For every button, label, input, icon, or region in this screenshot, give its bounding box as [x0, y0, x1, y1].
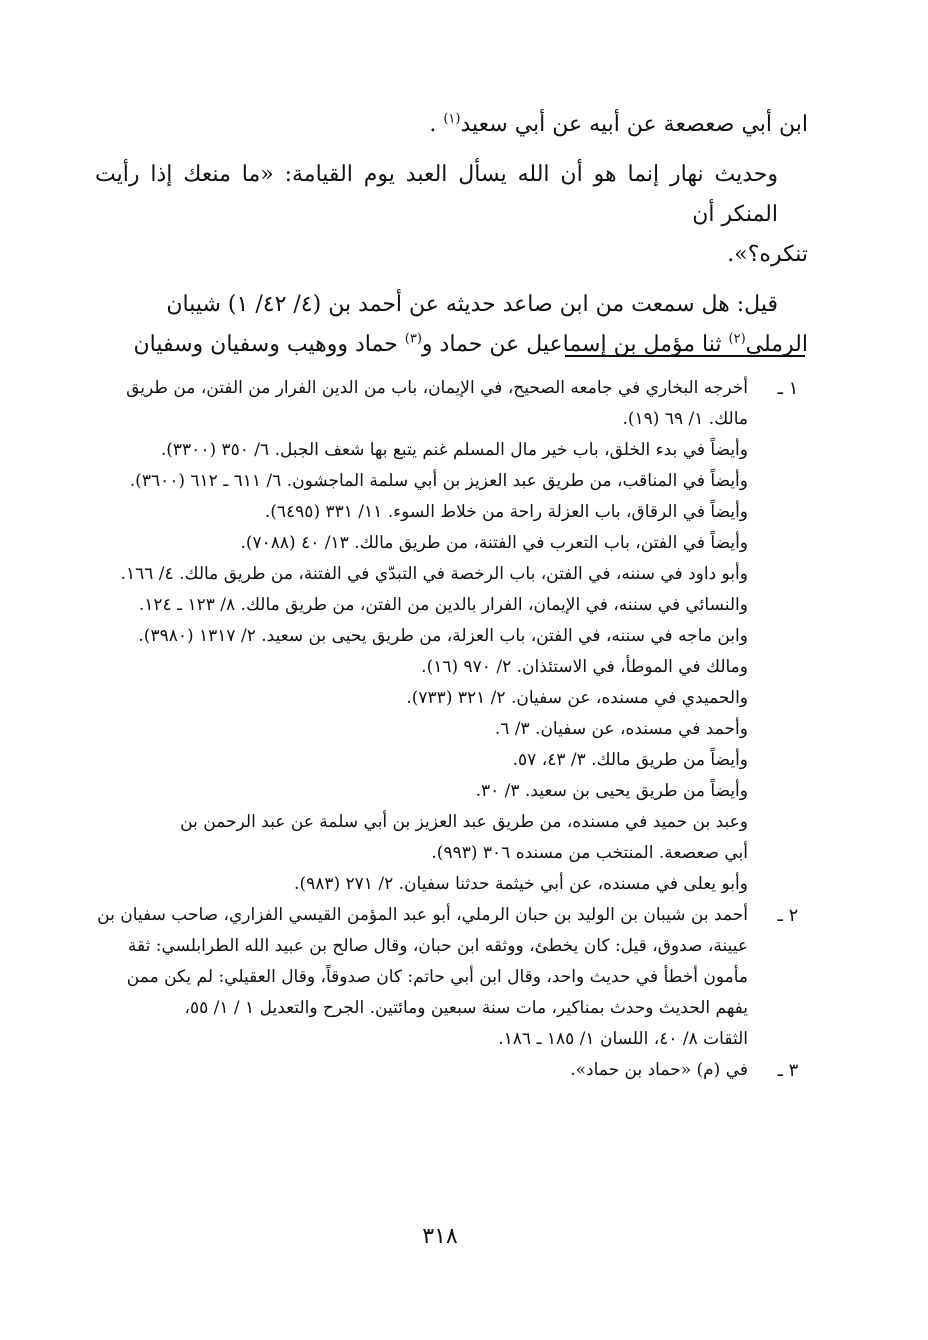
main-line-5-tail: حماد ووهيب وسفيان وسفيان [133, 332, 405, 357]
footnote-line: وأيضاً في الرقاق، باب العزلة راحة من خلاط السوء. ١١/ ٣٣١ (٦٤٩٥). [264, 502, 748, 522]
footnote-line: الثقات ٨/ ٤٠، اللسان ١/ ١٨٥ ـ ١٨٦. [498, 1029, 748, 1049]
footnote-line: عيينة، صدوق، قيل: كان يخطئ، ووثقه ابن حبان، وقال صالح بن عبيد الله الطرابلسي: ثقة [127, 936, 748, 956]
footnote-line: يفهم الحديث وحدث بمناكير، مات سنة سبعين ومائتين. الجرح والتعديل ١ / ١/ ٥٥، [184, 998, 748, 1018]
main-line-1-text: ابن أبي صعصعة عن أبيه عن أبي سعيد [460, 112, 808, 137]
footnote-line: ومالك في الموطأ، في الاستئذان. ٢/ ٩٧٠ (١٦). [421, 657, 748, 677]
main-line-5-mid: ثنا مؤمل بن إسماعيل عن حماد و [421, 332, 729, 357]
footnote-line: وأيضاً في بدء الخلق، باب خير مال المسلم غنم يتبع بها شعف الجبل. ٦/ ٣٥٠ (٣٣٠٠). [160, 440, 748, 460]
footnote-line: وأيضاً في المناقب، من طريق عبد العزيز بن أبي سلمة الماجشون. ٦/ ٦١١ ـ ٦١٢ (٣٦٠٠). [129, 471, 748, 491]
footnote-number: ٣ ـ [777, 1060, 799, 1081]
footnote-line: وأيضاً من طريق يحيى بن سعيد. ٣/ ٣٠. [475, 781, 748, 801]
main-line-1-tail: . [429, 112, 444, 137]
footnote-1 [95, 373, 808, 900]
footnote-ref-2: (٢) [728, 331, 746, 347]
footnote-line: أحمد بن شيبان بن الوليد بن حبان الرملي، أبو عبد المؤمن القيسي الفزاري، صاحب سفيان بن [97, 905, 748, 925]
footnote-ref-3: (٣) [404, 331, 422, 347]
footnote-line: والحميدي في مسنده، عن سفيان. ٢/ ٣٢١ (٧٣٣). [406, 688, 748, 708]
footnote-line: وأحمد في مسنده، عن سفيان. ٣/ ٦. [494, 719, 748, 739]
main-line-5 [95, 325, 808, 365]
main-line-5-text: الرملي [745, 332, 808, 357]
footnote-line: والنسائي في سننه، في الإيمان، الفرار بالدين من الفتن، من طريق مالك. ٨/ ١٢٣ ـ ١٢٤. [138, 595, 748, 615]
main-line-4: قيل: هل سمعت من ابن صاعد حديثه عن أحمد بن (٤/ ٤٢/ ١) شيبان [166, 292, 778, 317]
footnote-line: في (م) «حماد بن حماد». [570, 1060, 748, 1080]
footnote-line: وأبو داود في سننه، في الفتن، باب الرخصة في التبدّي في الفتنة، من طريق مالك. ٤/ ١٦٦. [120, 564, 748, 584]
footnote-line: مأمون أخطأ في حديث واحد، وقال ابن أبي حاتم: كان صدوقاً، وقال العقيلي: لم يكن ممن [126, 967, 748, 987]
footnote-line: مالك. ١/ ٦٩ (١٩). [622, 409, 748, 429]
footnote-line: وابن ماجه في سننه، في الفتن، باب العزلة، من طريق يحيى بن سعيد. ٢/ ١٣١٧ (٣٩٨٠). [138, 626, 748, 646]
footnote-number: ١ ـ [777, 378, 799, 399]
footnote-line: وأيضاً من طريق مالك. ٣/ ٤٣، ٥٧. [512, 750, 748, 770]
footnote-2 [95, 900, 808, 1055]
page-number: ٣١٨ [422, 1224, 458, 1249]
footnote-number: ٢ ـ [777, 905, 799, 926]
main-line-3: تنكره؟». [727, 242, 808, 267]
main-line-2: وحديث نهار إنما هو أن الله يسأل العبد يوم القيامة: «ما منعك إذا رأيت المنكر أن [95, 162, 778, 227]
footnote-line: أخرجه البخاري في جامعه الصحيح، في الإيمان، باب من الدين الفرار من الفتن، من طريق [126, 378, 748, 398]
footnote-ref-1: (١) [443, 111, 461, 127]
footnote-divider [565, 355, 805, 357]
footnotes [95, 373, 808, 1086]
footnote-line: وعبد بن حميد في مسنده، من طريق عبد العزيز بن أبي سلمة عن عبد الرحمن بن [180, 812, 748, 832]
footnote-3 [95, 1055, 808, 1086]
footnote-line: وأبو يعلى في مسنده، عن أبي خيثمة حدثنا سفيان. ٢/ ٢٧١ (٩٨٣). [294, 874, 748, 894]
main-text [95, 105, 808, 365]
main-line-1 [95, 105, 808, 145]
footnote-line: وأيضاً في الفتن، باب التعرب في الفتنة، من طريق مالك. ١٣/ ٤٠ (٧٠٨٨). [240, 533, 748, 553]
footnote-line: أبي صعصعة. المنتخب من مسنده ٣٠٦ (٩٩٣). [431, 843, 748, 863]
